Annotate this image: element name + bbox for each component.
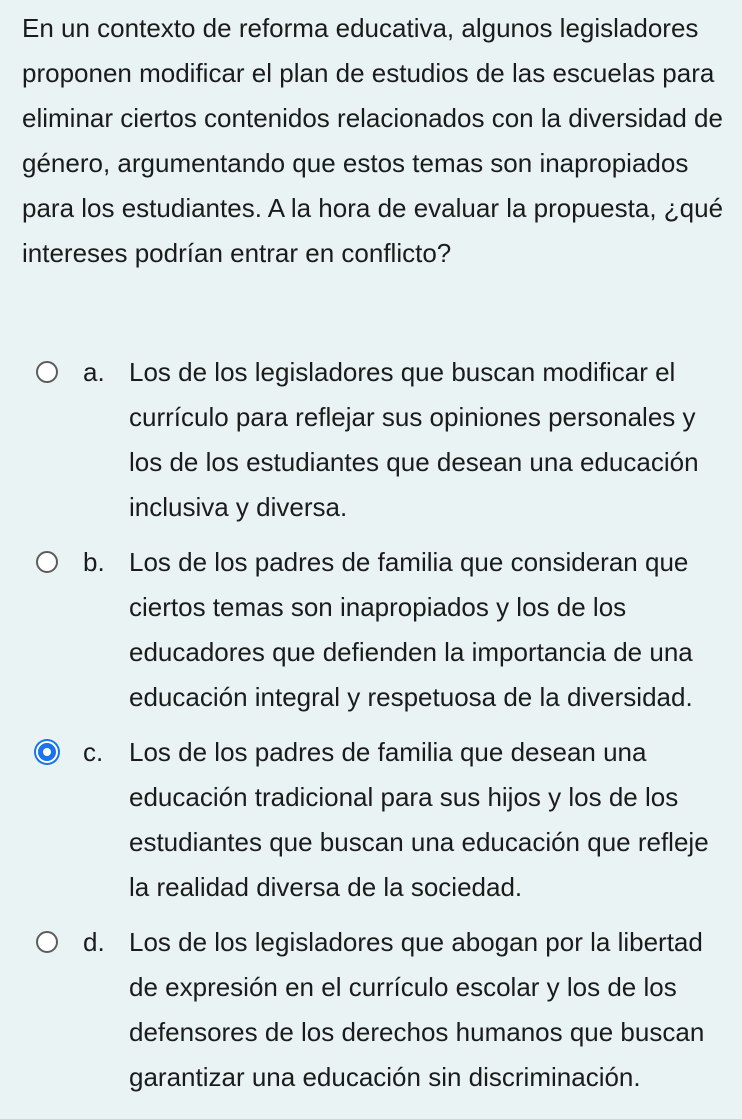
option-text-d: Los de los legisladores que abogan por la libertad de expresión en el currículo escolar y los de los defensores de los derechos humanos que buscan garantizar una educación sin discriminación. <box>129 927 705 1092</box>
option-letter-d: d. <box>83 927 105 957</box>
option-text-c: Los de los padres de familia que desean una educación tradicional para sus hijos y los de los estudiantes que buscan una educación que refleje la realidad diversa de la sociedad. <box>129 737 709 902</box>
radio-dot-icon <box>43 748 51 756</box>
option-a[interactable] <box>0 336 742 526</box>
option-c[interactable] <box>0 716 742 906</box>
answer-options <box>0 336 742 1096</box>
radio-button-a[interactable] <box>36 361 58 383</box>
radio-button-b[interactable] <box>36 551 58 573</box>
option-text-a: Los de los legisladores que buscan modificar el currículo para reflejar sus opiniones personales y los de los estudiantes que desean una educación inclusiva y diversa. <box>129 357 699 522</box>
option-b[interactable] <box>0 526 742 716</box>
option-letter-a: a. <box>83 357 105 387</box>
option-text-b: Los de los padres de familia que consideran que ciertos temas son inapropiados y los de los educadores que defienden la importancia de una educación integral y respetuosa de la diversidad. <box>129 547 693 712</box>
option-d[interactable] <box>0 906 742 1096</box>
radio-button-d[interactable] <box>36 931 58 953</box>
option-letter-b: b. <box>83 547 105 577</box>
radio-button-c[interactable] <box>36 741 58 763</box>
question-text: En un contexto de reforma educativa, algunos legisladores proponen modificar el plan de estudios de las escuelas para eliminar ciertos contenidos relacionados con la diversidad de género, argumentando que estos temas son inapropiados para los estudiantes. A la hora de evaluar la propuesta, ¿qué intereses podrían entrar en conflicto? <box>22 13 724 268</box>
option-letter-c: c. <box>83 737 104 767</box>
